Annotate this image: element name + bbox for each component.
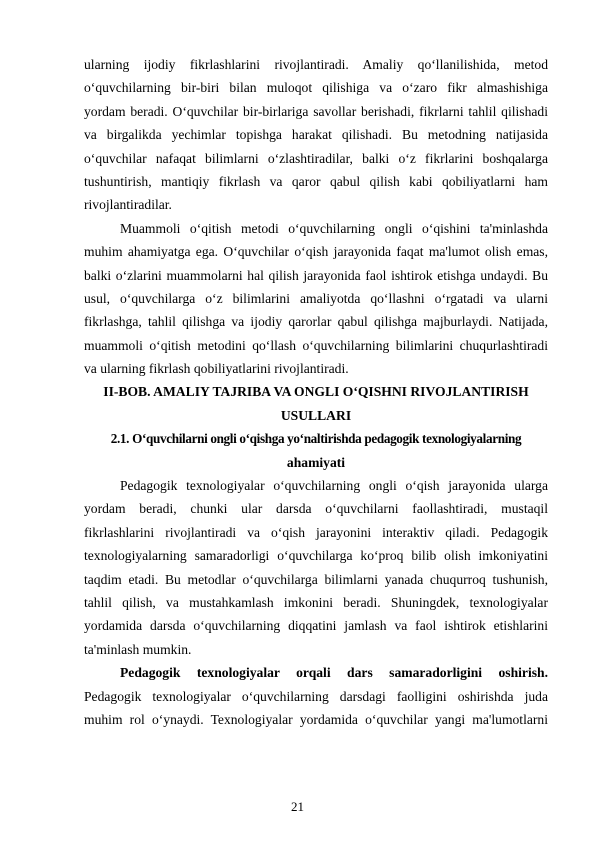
document-page [84, 53, 548, 731]
bold-lead-line: Pedagogik texnologiyalar orqali dars samaradorligini oshirish. [120, 665, 548, 681]
text-line: yordam beradi, chunki ular darsda o‘quvchilarni faollashtiradi, mustaqil [84, 501, 548, 517]
section-heading [84, 427, 548, 474]
text-line: va birgalikda yechimlar topishga harakat qilishadi. Bu metodning natijasida [84, 127, 548, 143]
heading-line: II-BOB. AMALIY TAJRIBA VA ONGLI O‘QISHNI RIVOJLANTIRISH [103, 384, 529, 400]
text-line: muhim rol o‘ynaydi. Texnologiyalar yordamida o‘quvchilar yangi ma'lumotlarni [84, 711, 548, 727]
text-line: taqdim etadi. Bu metodlar o‘quvchilarga bilimlarni yanada chuqurroq tushunish, [84, 571, 548, 587]
text-line: tahlil qilish, va mustahkamlash imkonini beradi. Shuningdek, texnologiyalar [84, 594, 548, 610]
text-line: balki o‘zlarini muammolarni hal qilish jarayonida faol ishtirok etishga undaydi. Bu [84, 267, 548, 283]
text-line: ta'minlash mumkin. [84, 641, 192, 657]
text-line: texnologiyalarning samaradorligi o‘quvchilarga ko‘proq bilib olish imkoniyatini [84, 548, 548, 564]
text-line: o‘quvchilar nafaqat bilimlarni o‘zlashtiradilar, balki o‘z fikrlarini boshqalarga [84, 150, 548, 166]
text-line: ularning ijodiy fikrlashlarini rivojlantiradi. Amaliy qo‘llanilishida, metod [84, 57, 548, 72]
text-line: muammoli o‘qitish metodini qo‘llash o‘quvchilarning bilimlarini chuqurlashtiradi [84, 337, 548, 353]
chapter-heading [84, 380, 548, 427]
text-line: va ularning fikrlash qobiliyatlarini rivojlantiradi. [84, 361, 349, 377]
text-line: usul, o‘quvchilarga o‘z bilimlarini amaliyotda qo‘llashni o‘rgatadi va ularni [84, 290, 548, 306]
text-line: tushuntirish, mantiqiy fikrlash va qaror qabul qilish kabi qobiliyatlarni ham [84, 173, 548, 189]
text-line: yordamida darsda o‘quvchilarning diqqatini jamlash va faol ishtirok etishlarini [84, 618, 548, 634]
text-line: Muammoli o‘qitish metodi o‘quvchilarning ongli o‘qishini ta'minlashda [120, 220, 548, 236]
text-line: o‘quvchilarning bir-biri bilan muloqot qilishiga va o‘zaro fikr almashishiga [84, 80, 548, 96]
heading-line: USULLARI [280, 407, 352, 423]
text-line: Pedagogik texnologiyalar o‘quvchilarning darsdagi faolligini oshirishda juda [84, 688, 548, 704]
text-line: muhim ahamiyatga ega. O‘quvchilar o‘qish jarayonida faqat ma'lumot olish emas, [84, 244, 548, 260]
text-line: fikrlashga, tahlil qilishga va ijodiy qarorlar qabul qilishga majburlaydi. Natijada, [84, 314, 548, 330]
paragraph-2 [84, 217, 548, 381]
paragraph-1 [84, 53, 548, 217]
page-number: 21 [291, 799, 304, 814]
heading-line: 2.1. O‘quvchilarni ongli o‘qishga yo‘naltirishda pedagogik texnologiyalarning [110, 431, 522, 447]
heading-line: ahamiyati [286, 454, 346, 470]
text-line: rivojlantiradilar. [84, 197, 172, 213]
text-line: yordam beradi. O‘quvchilar bir-birlariga savollar berishadi, fikrlarni tahlil qilishadi [84, 103, 548, 119]
paragraph-3 [84, 474, 548, 661]
text-line: fikrlashlarini rivojlantiradi va o‘qish jarayonini interaktiv qiladi. Pedagogik [84, 524, 548, 540]
text-line: Pedagogik texnologiyalar o‘quvchilarning ongli o‘qish jarayonida ularga [120, 478, 548, 494]
paragraph-4 [84, 661, 548, 731]
